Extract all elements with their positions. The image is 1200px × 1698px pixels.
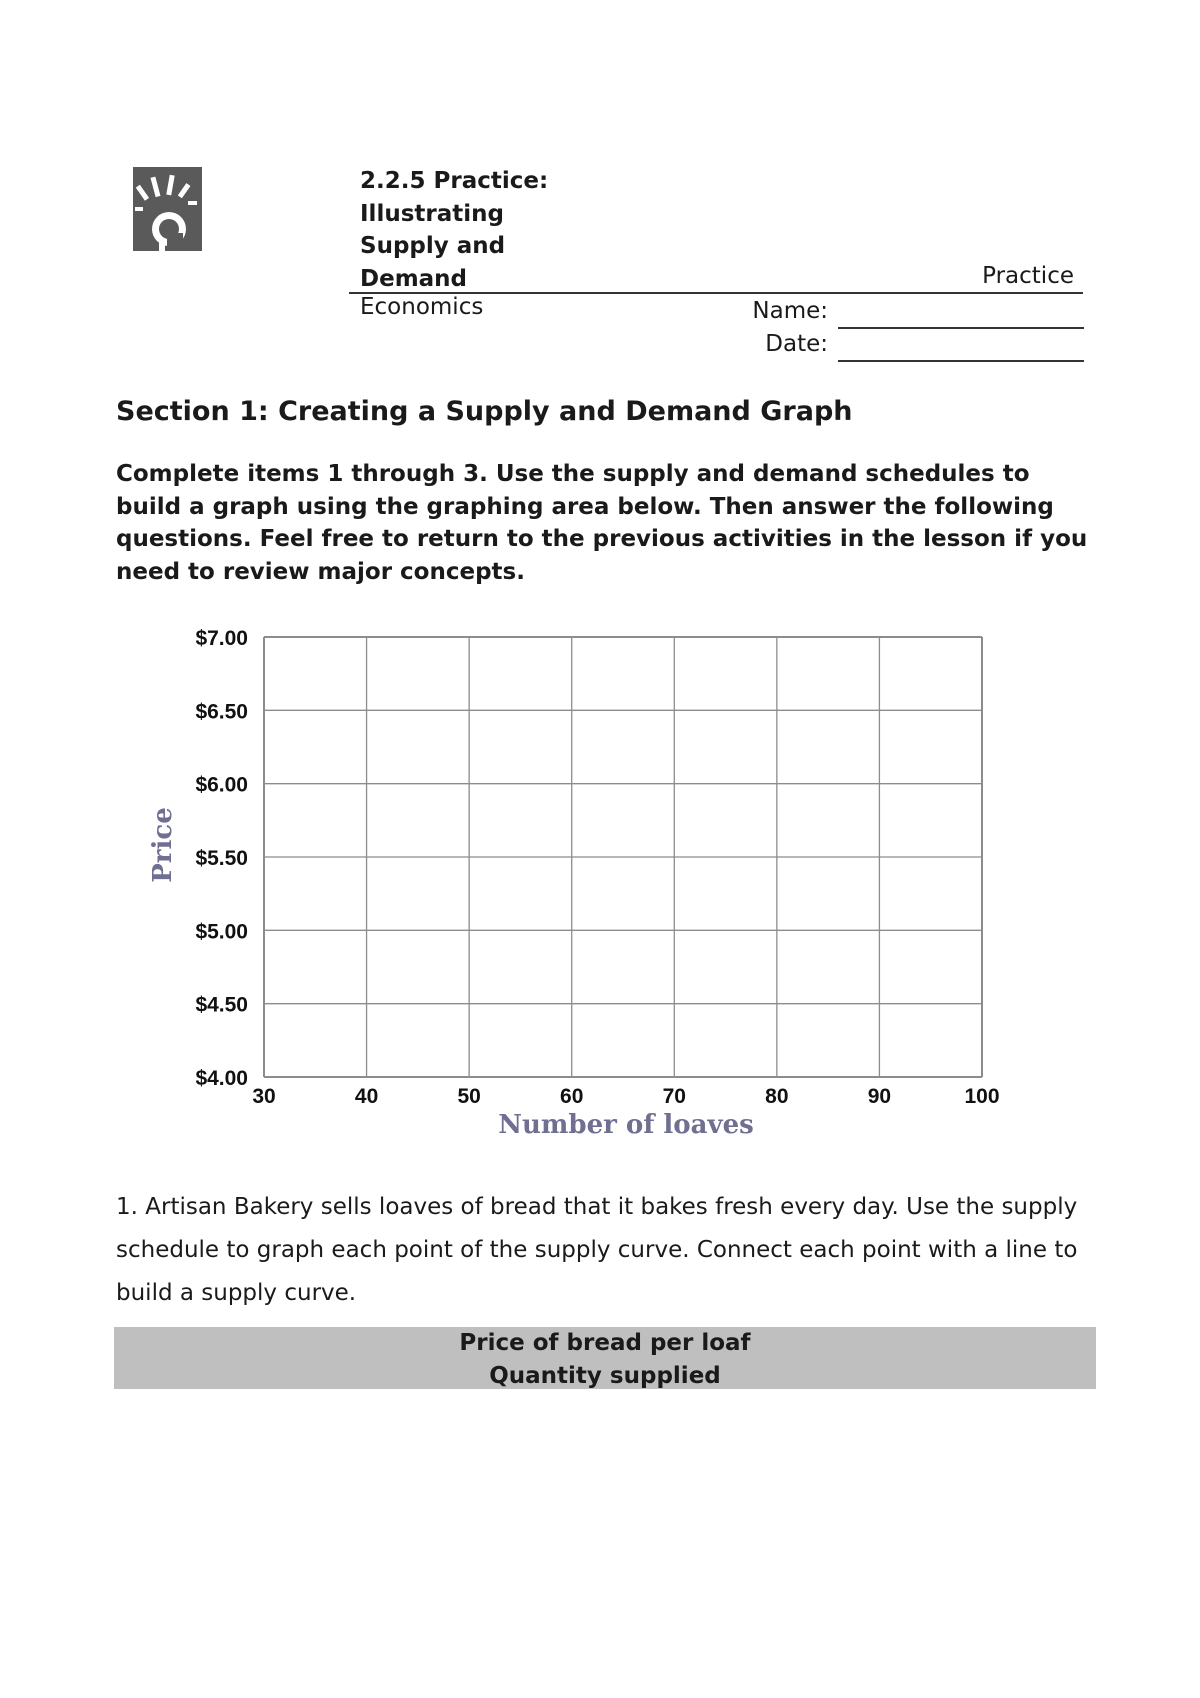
date-label: Date:: [765, 331, 828, 357]
document-title: [360, 165, 580, 295]
supply-demand-graph[interactable]: [130, 615, 1030, 1139]
name-field[interactable]: [838, 327, 1084, 329]
subject-label: Economics: [360, 294, 484, 320]
supply-table-header: [114, 1327, 1096, 1389]
x-tick-label: 70: [662, 1085, 686, 1108]
y-tick-label: $4.50: [195, 993, 248, 1017]
x-tick-label: 40: [354, 1085, 379, 1108]
question-1-text: 1. Artisan Bakery sells loaves of bread that it bakes fresh every day. Use the supply schedule to graph each point of the supply curve. Connect each point with a line to build a supply curve.: [116, 1194, 1078, 1306]
x-tick-label: 80: [765, 1085, 789, 1108]
lightbulb-logo: [133, 167, 202, 251]
title-line: 2.2.5 Practice:: [360, 168, 549, 194]
section-heading: Section 1: Creating a Supply and Demand Graph: [116, 396, 853, 427]
y-tick-label: $6.00: [195, 773, 248, 797]
x-axis-label: Number of loaves: [498, 1110, 754, 1135]
instructions-text: Complete items 1 through 3. Use the supply and demand schedules to build a graph using the graphing area below. Then answer the following questions. Feel free to return to the previous activities in the lesson if you need to review major concepts.: [116, 461, 1088, 585]
y-tick-label: $4.00: [195, 1067, 248, 1090]
y-tick-label: $5.50: [195, 847, 248, 870]
y-tick-label: $6.50: [195, 700, 248, 724]
x-tick-label: 50: [457, 1085, 481, 1108]
table-header-quantity: Quantity supplied: [489, 1363, 721, 1389]
y-tick-label: $7.00: [195, 627, 248, 650]
date-field[interactable]: [838, 360, 1084, 362]
document-type-label: Practice: [982, 263, 1074, 289]
title-line: Illustrating: [360, 200, 504, 227]
x-tick-label: 90: [867, 1085, 892, 1108]
y-axis-label: Price: [148, 807, 178, 883]
title-line: Demand: [360, 265, 468, 292]
y-tick-label: $5.00: [195, 920, 248, 944]
graph-svg[interactable]: [130, 615, 1030, 1135]
x-tick-label: 60: [560, 1085, 584, 1108]
x-tick-label: 30: [252, 1085, 276, 1108]
title-line: Supply and: [360, 233, 506, 259]
table-header-price: Price of bread per loaf: [459, 1330, 751, 1356]
x-tick-label: 100: [964, 1085, 1000, 1108]
name-label: Name:: [752, 298, 828, 324]
